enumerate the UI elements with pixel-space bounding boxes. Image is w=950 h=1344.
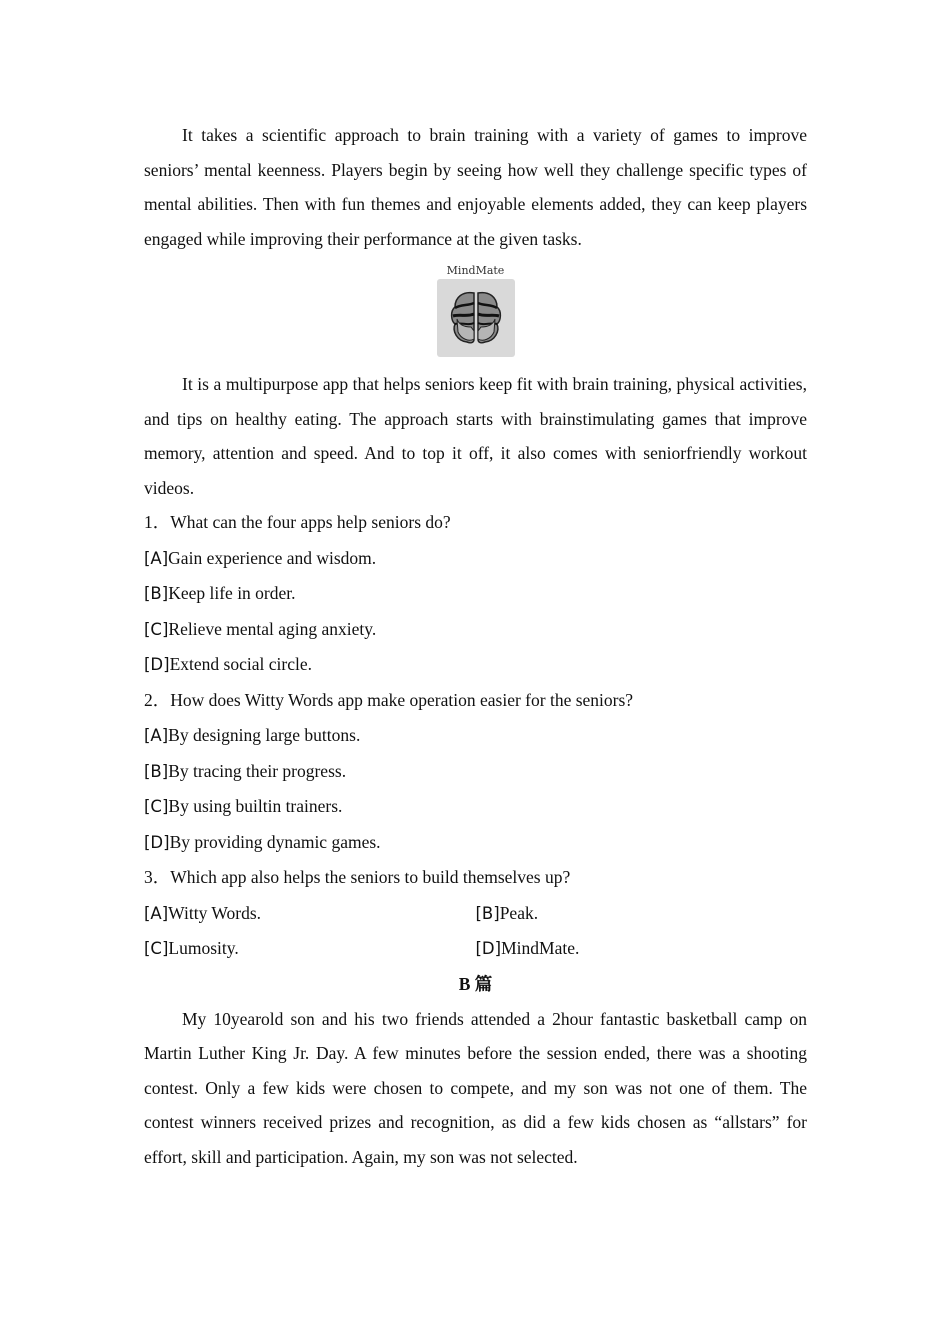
app-caption: MindMate	[446, 264, 505, 277]
option-letter: [D]	[144, 655, 170, 674]
option-letter: [D]	[475, 939, 502, 958]
option-letter: [A]	[144, 903, 169, 923]
section-title: B 篇	[458, 973, 493, 994]
option-text: By providing dynamic games.	[169, 831, 381, 852]
option-letter: [A]	[144, 726, 169, 745]
option-letter: [C]	[144, 939, 169, 958]
option-letter: [B]	[144, 584, 169, 603]
option-text: By using builtin trainers.	[168, 796, 343, 816]
passage-a-paragraph-2: It is a multipurpose app that helps seniors keep fit with brain training, physical activities, and tips on healthy eating. The approach starts with brainstimulating games that improve memory, attention and speed. And to top it off, it also comes with seniorfriendly workout videos.	[144, 374, 807, 498]
option-b[interactable]	[144, 754, 807, 790]
option-letter: [A]	[144, 548, 169, 568]
option-text: By designing large buttons.	[168, 725, 361, 745]
question-stem: 2．How does Witty Words app make operation easier for the seniors?	[144, 689, 634, 710]
option-b[interactable]	[476, 896, 808, 932]
option-c[interactable]	[144, 612, 807, 648]
option-text: Lumosity.	[168, 938, 239, 958]
document-page	[144, 118, 807, 1174]
brain-icon	[437, 279, 515, 357]
option-b[interactable]	[144, 576, 807, 612]
question-stem: 1．What can the four apps help seniors do?	[144, 512, 451, 532]
option-text: Gain experience and wisdom.	[168, 547, 377, 568]
option-letter: [C]	[144, 797, 169, 816]
option-letter: [D]	[144, 832, 170, 852]
question-3	[144, 860, 807, 967]
option-c[interactable]	[144, 931, 476, 967]
options-row	[144, 931, 807, 967]
passage-a-paragraph-1: It takes a scientific approach to brain training with a variety of games to improve seniors’ mental keenness. Players begin by seeing how well they challenge specific types of mental abilities. Then with fun themes and enjoyable elements added, they can keep players engaged while improving their performance at the given tasks.	[144, 125, 807, 249]
option-text: Extend social circle.	[169, 654, 312, 674]
question-2	[144, 683, 807, 861]
option-d[interactable]	[144, 825, 807, 861]
question-stem: 3．Which app also helps the seniors to build themselves up?	[144, 867, 571, 887]
passage-b-paragraph-1: My 10yearold son and his two friends attended a 2hour fantastic basketball camp on Martin Luther King Jr. Day. A few minutes before the session ended, there was a shooting contest. Only a few kids were chosen to compete, and my son was not one of them. The contest winners received prizes and recognition, as did a few kids chosen as “allstars” for effort, skill and participation. Again, my son was not selected.	[144, 1008, 807, 1167]
option-letter: [B]	[475, 903, 500, 923]
option-text: Relieve mental aging anxiety.	[168, 618, 377, 639]
option-c[interactable]	[144, 789, 807, 825]
options-row	[144, 896, 807, 932]
option-text: By tracing their progress.	[168, 760, 347, 781]
option-text: Keep life in order.	[168, 583, 296, 603]
option-a[interactable]	[144, 896, 476, 932]
app-figure	[144, 264, 807, 357]
option-a[interactable]	[144, 718, 807, 754]
option-letter: [B]	[144, 761, 169, 781]
option-text: Peak.	[499, 902, 539, 923]
question-1	[144, 505, 807, 683]
option-d[interactable]	[144, 647, 807, 683]
option-letter: [C]	[144, 619, 169, 639]
option-text: Witty Words.	[168, 902, 262, 923]
option-a[interactable]	[144, 541, 807, 577]
option-text: MindMate.	[501, 938, 580, 958]
option-d[interactable]	[476, 931, 808, 967]
